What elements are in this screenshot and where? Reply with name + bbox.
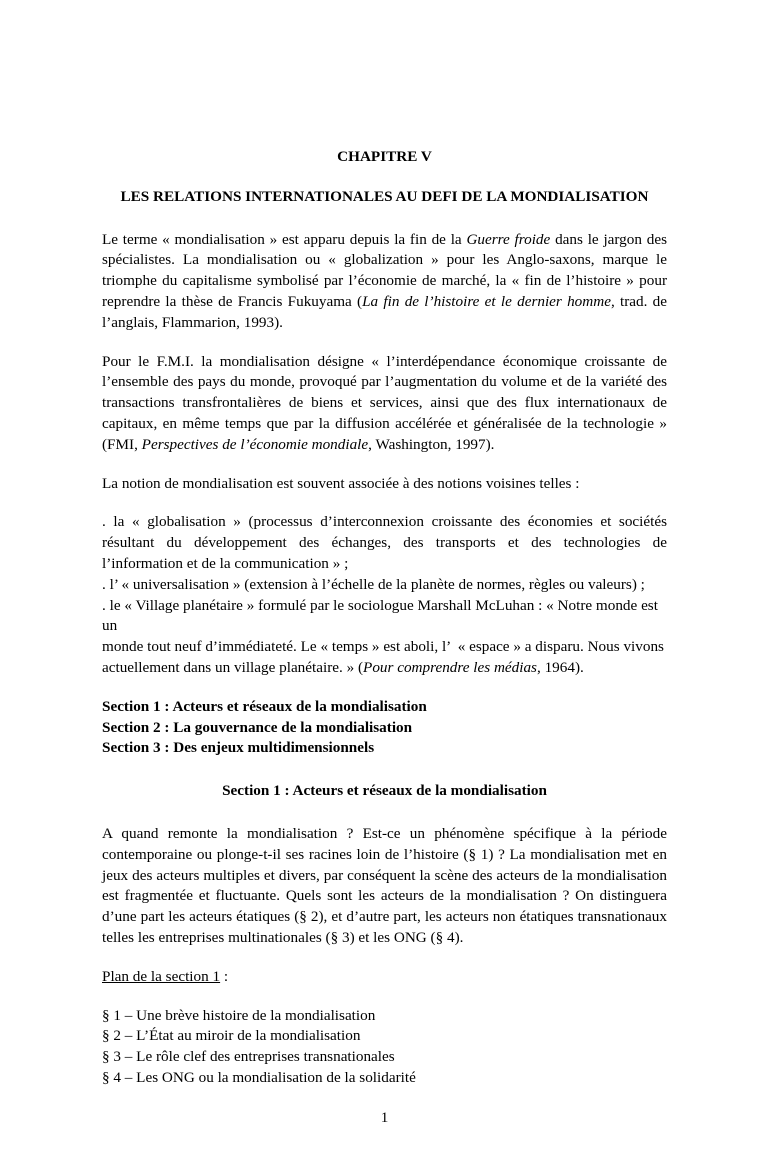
section-outline-item: Section 1 : Acteurs et réseaux de la mondialisation: [102, 697, 427, 715]
fmi-paragraph: Pour le F.M.I. la mondialisation désigne « l’interdépendance économique croissante de l’ensemble des pays du monde, provoqué par l’augmentation du volume et de la variété des transactions transfrontalières de biens et services, ainsi que des flux internationaux de capitaux, en même temps que par la diffusion accélérée et généralisée de la technologie » (FMI, Perspectives de l’économie mondiale, Washington, 1997).: [102, 352, 667, 453]
notion-village-line: monde tout neuf d’immédiateté. Le « temps » est aboli, l’ « espace » a disparu. Nous vivons: [102, 638, 664, 656]
notion-universalisation: . l’ « universalisation » (extension à l’échelle de la planète de normes, règles ou valeurs) ;: [102, 575, 645, 593]
notion-village-line: actuellement dans un village planétaire. » (Pour comprendre les médias, 1964).: [102, 658, 584, 676]
plan-list: [102, 1006, 667, 1089]
sections-outline: [102, 697, 667, 759]
chapter-title: LES RELATIONS INTERNATIONALES AU DEFI DE LA MONDIALISATION: [120, 187, 649, 205]
section-outline-item: Section 2 : La gouvernance de la mondialisation: [102, 718, 413, 736]
notions-intro: La notion de mondialisation est souvent associée à des notions voisines telles :: [102, 474, 580, 492]
plan-item: § 1 – Une brève histoire de la mondialisation: [102, 1006, 376, 1024]
section1-heading: Section 1 : Acteurs et réseaux de la mondialisation: [222, 782, 547, 800]
plan-heading: Plan de la section 1 :: [102, 967, 229, 985]
plan-item: § 4 – Les ONG ou la mondialisation de la solidarité: [102, 1068, 416, 1086]
chapter-number: CHAPITRE V: [337, 148, 432, 165]
plan-item: § 2 – L’État au miroir de la mondialisation: [102, 1027, 361, 1045]
notion-globalisation: . la « globalisation » (processus d’interconnexion croissante des économies et sociétés résultant du développement des échanges, des transports et des technologies de l’information et de la communication » ;: [102, 513, 667, 572]
intro-paragraph: Le terme « mondialisation » est apparu depuis la fin de la Guerre froide dans le jargon des spécialistes. La mondialisation ou « globalization » pour les Anglo-saxons, marque le triomphe du capitalisme symbolisé par l’économie de marché, la « fin de l’histoire » pour reprendre la thèse de Francis Fukuyama (La fin de l’histoire et le dernier homme, trad. de l’anglais, Flammarion, 1993).: [102, 230, 667, 331]
section1-intro: A quand remonte la mondialisation ? Est-ce un phénomène spécifique à la période contemporaine ou plonge-t-il ses racines loin de l’histoire (§ 1) ? La mondialisation met en jeux des acteurs multiples et divers, par conséquent la scène des acteurs de la mondialisation est fragmentée et fluctuante. Quels sont les acteurs de la mondialisation ? On distinguera d’une part les acteurs étatiques (§ 2), et d’autre part, les acteurs non étatiques transnationaux telles les entreprises multinationales (§ 3) et les ONG (§ 4).: [102, 824, 667, 946]
notion-village-line: . le « Village planétaire » formulé par le sociologue Marshall McLuhan : « Notre monde est un: [102, 596, 658, 635]
page-number: 1: [380, 1108, 389, 1126]
section-outline-item: Section 3 : Des enjeux multidimensionnels: [102, 739, 375, 757]
notions-list: [102, 512, 667, 678]
plan-item: § 3 – Le rôle clef des entreprises transnationales: [102, 1048, 395, 1066]
